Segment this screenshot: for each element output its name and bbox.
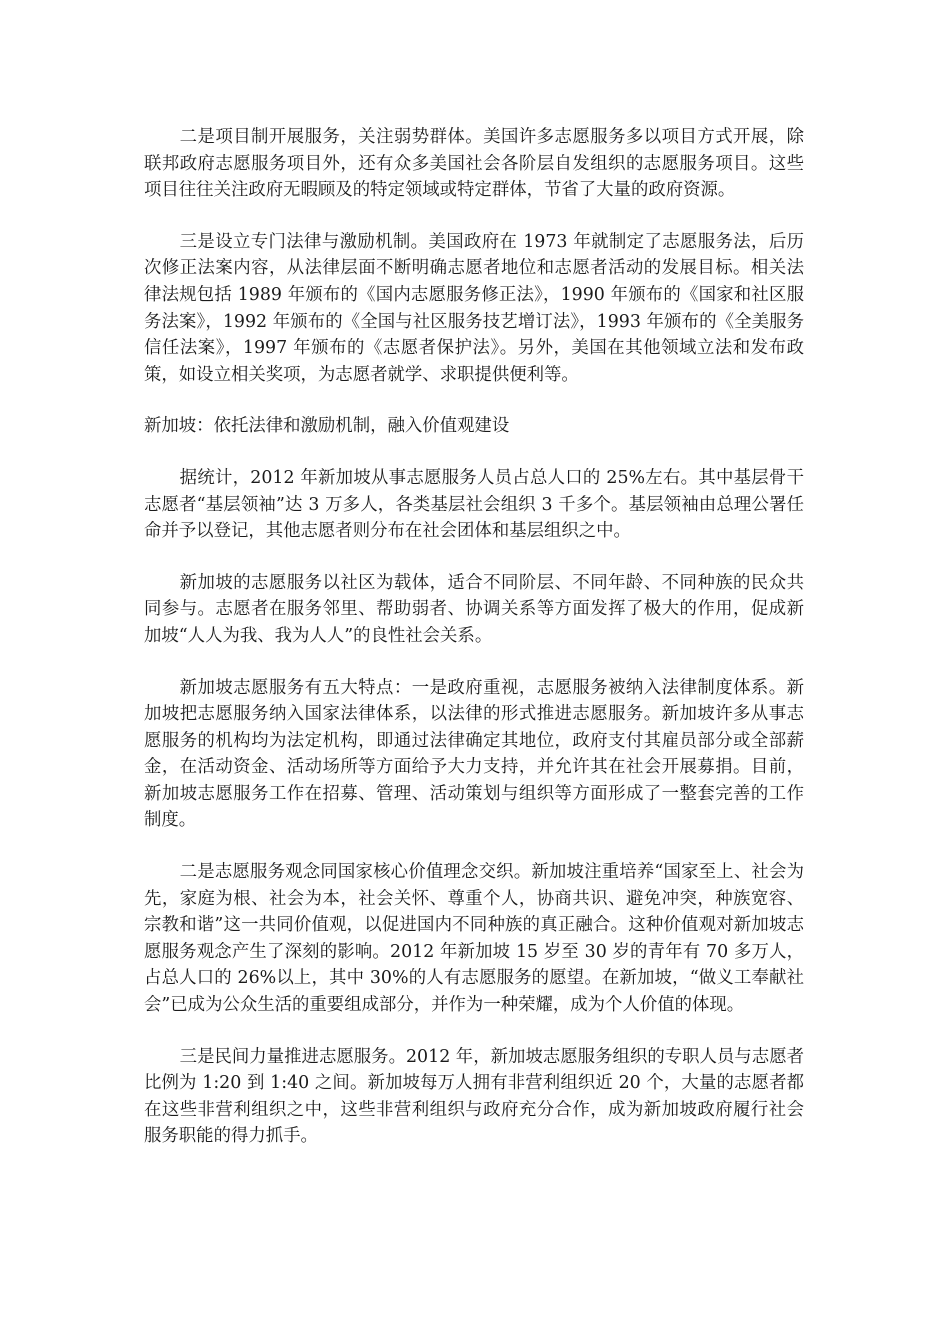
section-heading-singapore: 新加坡：依托法律和激励机制，融入价值观建设 [144, 416, 510, 437]
paragraph-singapore-community: 新加坡的志愿服务以社区为载体，适合不同阶层、不同年龄、不同种族的民众共同参与。志愿者在服务邻里、帮助弱者、协调关系等方面发挥了极大的作用，促成新加坡“人人为我、我为人人”的良性社会关系。 [144, 572, 804, 646]
paragraph-singapore-five-features: 新加坡志愿服务有五大特点：一是政府重视，志愿服务被纳入法律制度体系。新加坡把志愿服务纳入国家法律体系，以法律的形式推进志愿服务。新加坡许多从事志愿服务的机构均为法定机构，即通过法律确定其地位，政府支付其雇员部分或全部薪金，在活动资金、活动场所等方面给予大力支持，并允许其在社会开展募捐。目前，新加坡志愿服务工作在招募、管理、活动策划与组织等方面形成了一整套完善的工作制度。 [144, 677, 804, 831]
paragraph-singapore-core-values: 二是志愿服务观念同国家核心价值理念交织。新加坡注重培养“国家至上、社会为先，家庭为根、社会为本，社会关怀、尊重个人，协商共识、避免冲突，种族宽容、宗教和谐”这一共同价值观，以促进国内不同种族的真正融合。这种价值观对新加坡志愿服务观念产生了深刻的影响。2012 年新加坡 15 岁至 30 岁的青年有 70 多万人，占总人口的 26%以上，其中 30%的人有志愿服务的愿望。在新加坡，“做义工奉献社会”已成为公众生活的重要组成部分，并作为一种荣耀，成为个人价值的体现。 [144, 862, 804, 1016]
paragraph-singapore-statistics: 据统计，2012 年新加坡从事志愿服务人员占总人口的 25%左右。其中基层骨干志愿者“基层领袖”达 3 万多人，各类基层社会组织 3 千多个。基层领袖由总理公署任命并予以登记，其他志愿者则分布在社会团体和基层组织之中。 [144, 467, 804, 542]
paragraph-singapore-civil-forces: 三是民间力量推进志愿服务。2012 年，新加坡志愿服务组织的专职人员与志愿者比例为 1:20 到 1:40 之间。新加坡每万人拥有非营利组织近 20 个，大量的志愿者都在这些非营利组织之中，这些非营利组织与政府充分合作，成为新加坡政府履行社会服务职能的得力抓手。 [144, 1046, 804, 1147]
paragraph-us-legal-incentives: 三是设立专门法律与激励机制。美国政府在 1973 年就制定了志愿服务法，后历次修正法案内容，从法律层面不断明确志愿者地位和志愿者活动的发展目标。相关法律法规包括 1989 年颁布的《国内志愿服务修正法》，1990 年颁布的《国家和社区服务法案》，1992 年颁布的《全国与社区服务技艺增订法》，1993 年颁布的《全美服务信任法案》，1997 年颁布的《志愿者保护法》。另外，美国在其他领域立法和发布政策，如设立相关奖项，为志愿者就学、求职提供便利等。 [144, 231, 804, 385]
document-page [144, 124, 804, 1175]
paragraph-us-project-services: 二是项目制开展服务，关注弱势群体。美国许多志愿服务多以项目方式开展，除联邦政府志愿服务项目外，还有众多美国社会各阶层自发组织的志愿服务项目。这些项目往往关注政府无暇顾及的特定领域或特定群体，节省了大量的政府资源。 [144, 127, 804, 201]
